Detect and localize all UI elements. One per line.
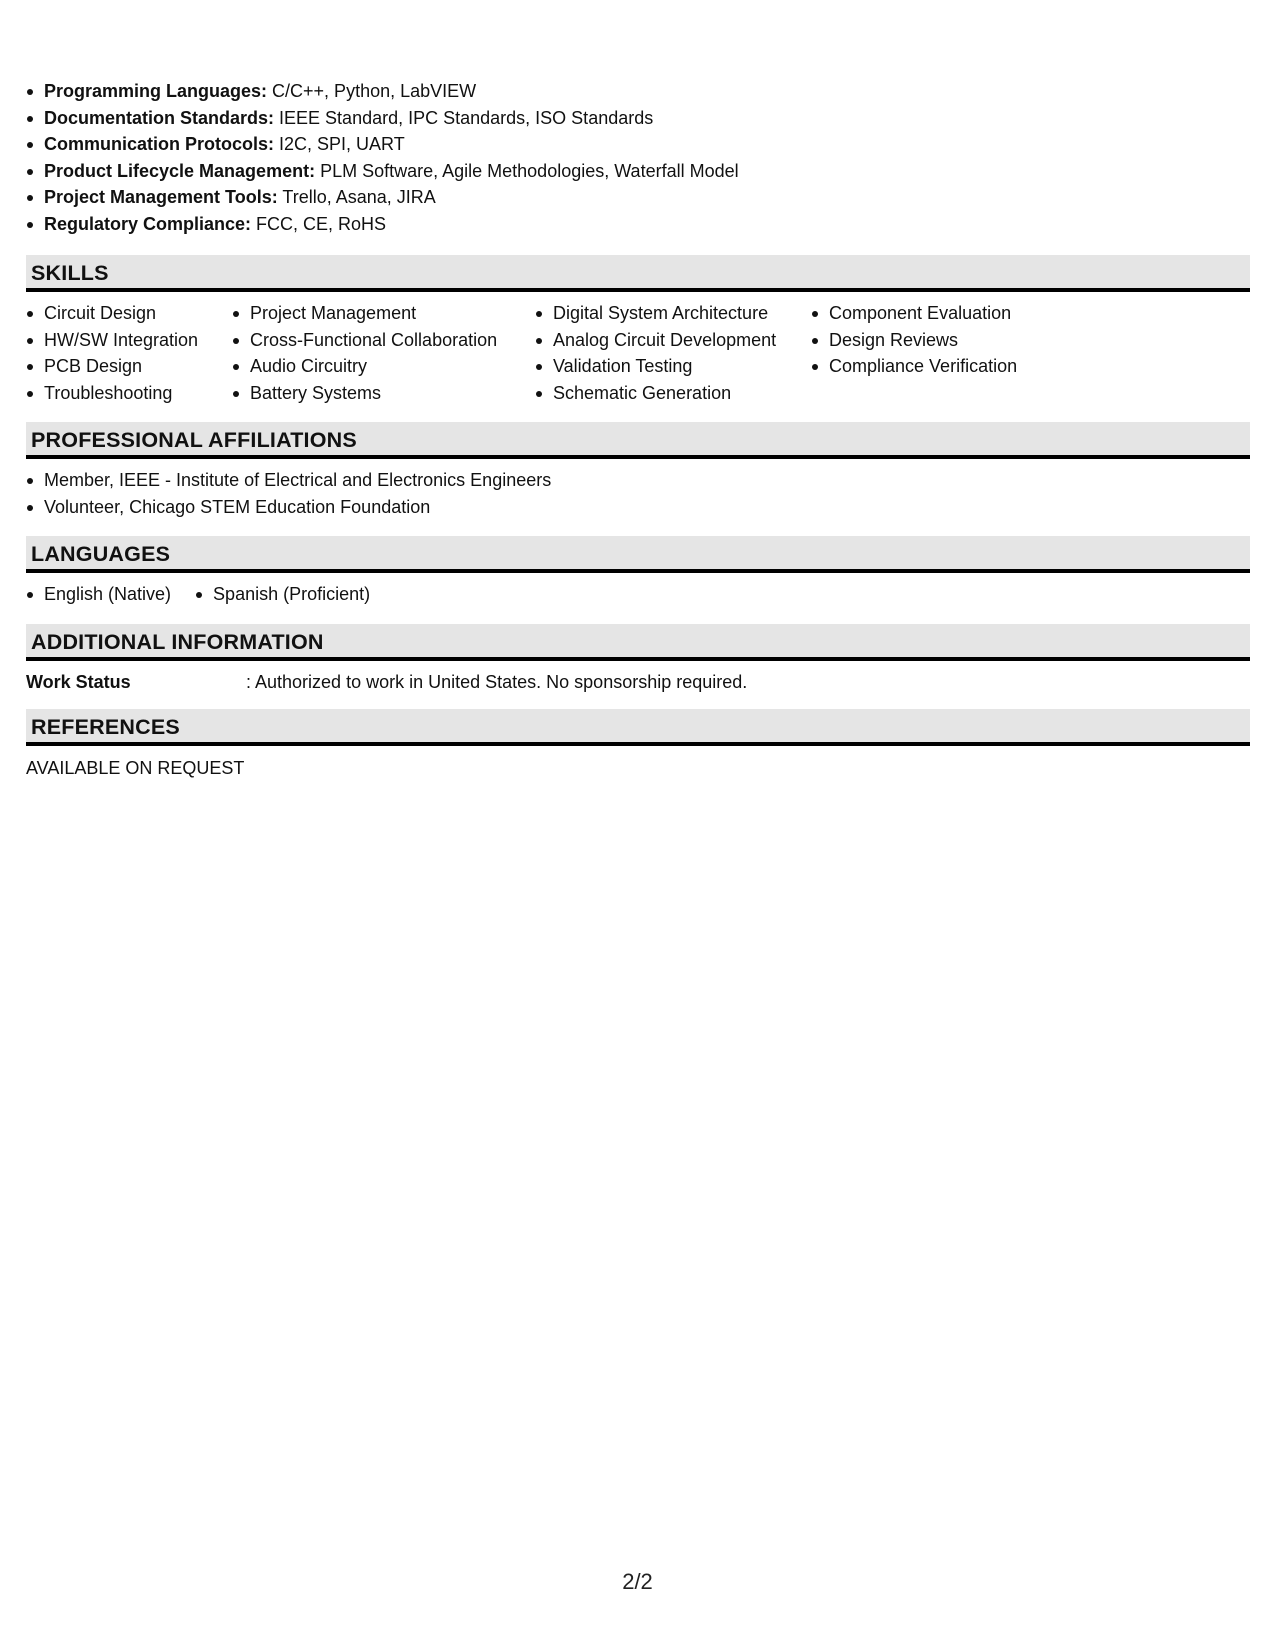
skills-heading: SKILLS (26, 255, 1250, 292)
references-heading: REFERENCES (26, 709, 1250, 746)
skill-item: Schematic Generation (535, 380, 811, 407)
work-status-value: : Authorized to work in United States. No sponsorship required. (246, 671, 748, 692)
skills-column-2 (232, 300, 535, 406)
tech-value: C/C++, Python, LabVIEW (267, 81, 477, 101)
skill-item: Design Reviews (811, 327, 1071, 354)
additional-info-heading: ADDITIONAL INFORMATION (26, 624, 1250, 661)
languages-list (26, 581, 1250, 608)
skill-item: Audio Circuitry (232, 353, 535, 380)
tech-label: Communication Protocols: (44, 134, 275, 154)
work-status-label: Work Status (26, 671, 131, 692)
tech-label: Project Management Tools: (44, 187, 278, 207)
skill-item: Analog Circuit Development (535, 327, 811, 354)
skills-grid (26, 300, 1250, 406)
references-text: AVAILABLE ON REQUEST (26, 757, 245, 778)
skill-item: PCB Design (26, 353, 232, 380)
tech-label: Product Lifecycle Management: (44, 160, 316, 181)
skill-item: Circuit Design (26, 300, 232, 327)
skill-item: Digital System Architecture (535, 300, 811, 327)
tech-value: PLM Software, Agile Methodologies, Waterfall Model (315, 160, 739, 181)
tech-value: IEEE Standard, IPC Standards, ISO Standards (274, 107, 654, 128)
tech-value: FCC, CE, RoHS (251, 213, 387, 234)
list-item (26, 78, 1250, 105)
affiliations-heading: PROFESSIONAL AFFILIATIONS (26, 422, 1250, 459)
skill-item: Cross-Functional Collaboration (232, 327, 535, 354)
tech-value: Trello, Asana, JIRA (277, 187, 436, 207)
list-item (26, 105, 1250, 132)
list-item (26, 131, 1250, 158)
tech-label: Programming Languages: (44, 81, 268, 101)
tech-label: Regulatory Compliance: (44, 213, 252, 234)
tech-label: Documentation Standards: (44, 107, 275, 128)
skill-item: Battery Systems (232, 380, 535, 407)
technical-skills-list (26, 78, 1250, 237)
list-item (26, 158, 1250, 185)
affiliations-list (26, 467, 1250, 520)
tech-value: I2C, SPI, UART (274, 134, 405, 154)
skill-item: Validation Testing (535, 353, 811, 380)
skills-column-3 (535, 300, 811, 406)
skill-item: Compliance Verification (811, 353, 1071, 380)
languages-heading: LANGUAGES (26, 536, 1250, 573)
skill-item: Troubleshooting (26, 380, 232, 407)
language-item: English (Native) (26, 581, 171, 608)
work-status-row (26, 669, 1250, 695)
affiliation-item: Volunteer, Chicago STEM Education Foundation (26, 494, 1250, 521)
page-number: 2/2 (622, 1569, 653, 1594)
skills-column-1 (26, 300, 232, 406)
skill-item: Project Management (232, 300, 535, 327)
skill-item: Component Evaluation (811, 300, 1071, 327)
resume-page (26, 78, 1250, 781)
affiliation-item: Member, IEEE - Institute of Electrical and Electronics Engineers (26, 467, 1250, 494)
language-item: Spanish (Proficient) (195, 581, 370, 608)
list-item (26, 211, 1250, 238)
list-item (26, 184, 1250, 211)
skill-item: HW/SW Integration (26, 327, 232, 354)
skills-column-4 (811, 300, 1071, 406)
